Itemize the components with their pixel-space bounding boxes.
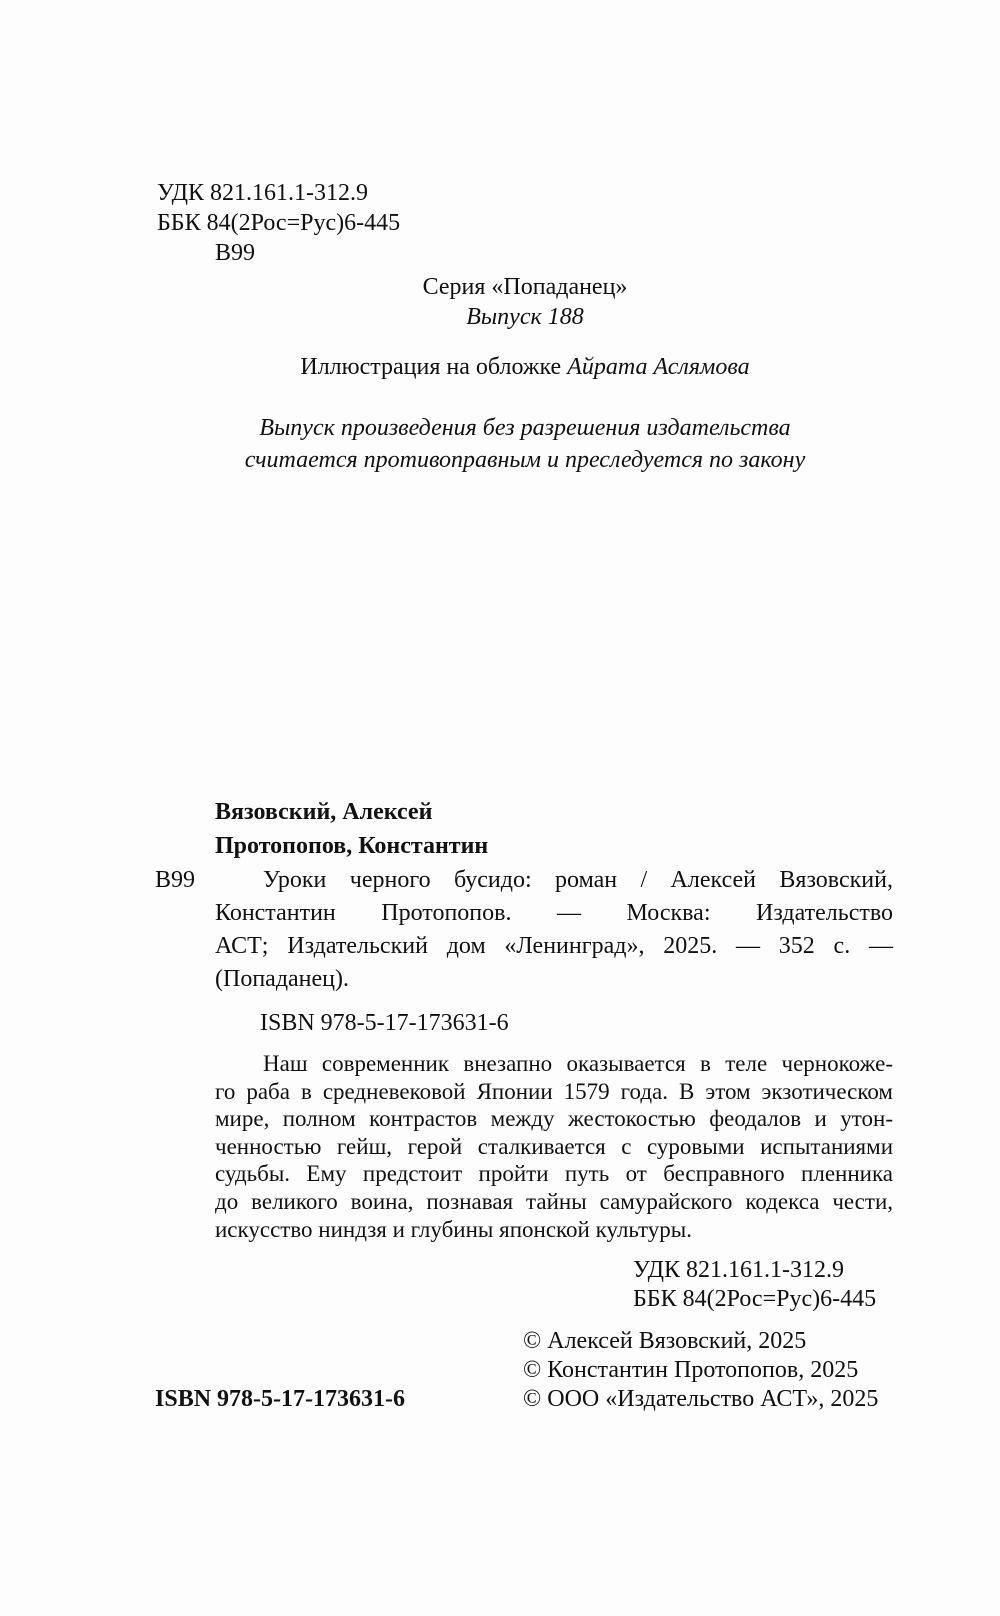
legal-warning [157,412,893,476]
isbn-catalog: ISBN 978-5-17-173631-6 [260,1010,509,1036]
catalog-line: Константин Протопопов. — Москва: Издательство [215,900,893,926]
annotation-line: ченностью гейш, герой сталкивается с суровыми испытаниями [215,1133,893,1159]
catalog-author-1: Вязовский, Алексей [215,799,433,825]
copyright-line: © ООО «Издательство АСТ», 2025 [523,1385,879,1412]
catalog-author-code: В99 [155,867,196,893]
catalog-line: АСТ; Издательский дом «Ленинград», 2025. — 352 с. — [215,933,893,959]
copyright-line: © Алексей Вязовский, 2025 [523,1328,807,1354]
legal-warning-line1: Выпуск произведения без разрешения издательства [259,415,791,441]
isbn-bottom: ISBN 978-5-17-173631-6 [155,1386,405,1412]
cover-credit-prefix: Иллюстрация на обложке [300,354,568,380]
catalog-description [215,864,893,996]
cover-credit [157,352,893,382]
annotation-line: искусство ниндзя и глубины японской культуры. [215,1216,692,1242]
catalog-line: (Попаданец). [215,966,350,992]
annotation [215,1050,893,1243]
catalog-author-2: Протопопов, Константин [215,833,489,859]
annotation-line: Наш современник внезапно оказывается в теле чернокоже- [263,1051,893,1076]
cover-credit-artist: Айрата Аслямова [567,354,750,380]
bottom-classification-block [633,1256,876,1313]
series-block [157,272,893,332]
catalog-line: Уроки черного бусидо: роман / Алексей Вязовский, [263,867,893,893]
copyright-block [523,1327,878,1413]
catalog-authors [215,795,488,863]
bbk-code-bottom: ББК 84(2Рос=Рус)6-445 [633,1285,877,1312]
bbk-code: ББК 84(2Рос=Рус)6-445 [157,210,401,236]
legal-warning-line2: считается противоправным и преследуется по закону [244,447,806,473]
annotation-line: мире, полном контрастов между жестокостью феодалов и утон- [215,1106,893,1132]
top-classification-block [157,178,893,268]
author-sign-code: В99 [215,240,256,266]
annotation-line: го раба в средневековой Японии 1579 года. В этом экзотическом [215,1078,893,1104]
annotation-line: до великого воина, познавая тайны самурайского кодекса чести, [215,1188,893,1214]
series-issue: Выпуск 188 [466,304,584,330]
udk-code: УДК 821.161.1-312.9 [157,180,368,206]
copyright-line: © Константин Протопопов, 2025 [523,1356,859,1383]
udk-code-bottom: УДК 821.161.1-312.9 [633,1257,844,1283]
series-name: Серия «Попаданец» [422,274,628,300]
annotation-line: судьбы. Ему предстоит пройти путь от бесправного пленника [215,1161,893,1187]
